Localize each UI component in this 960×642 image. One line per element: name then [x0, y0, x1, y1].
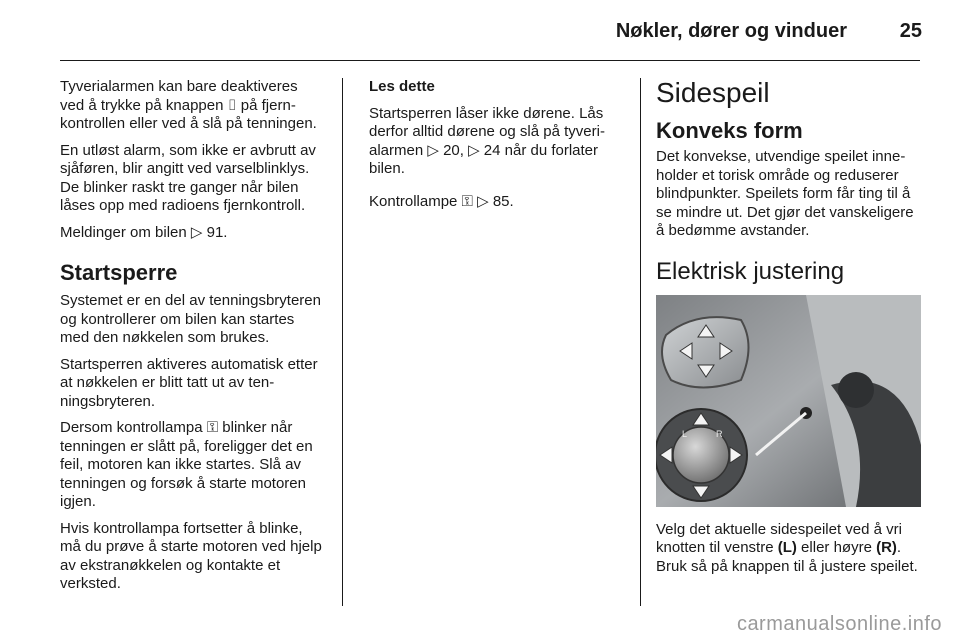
paragraph-immobilizer-4: Hvis kontrollampa fortsetter å blinke, må du prøve å starte motoren ved hjelp av ekstranøkkelen og kontakte et verksted. [60, 519, 322, 592]
note-title: Les dette [369, 78, 435, 95]
label-left: (L) [777, 539, 797, 556]
paragraph-convex: Det konvekse, utvendige speilet inneholder et torisk område og reduserer blindpunkter. Speilets form får ting til å se mindre ut. Det gjør det vanskeligere å bedømme avstander. [656, 148, 914, 239]
paragraph-immobilizer-1: Systemet er en del av tenningsbryteren og kontrollerer om bilen kan startes med den nøkkelen som brukes. [60, 292, 321, 346]
heading-electric-adjustment: Elektrisk justering [656, 257, 845, 285]
column-right [656, 78, 921, 584]
knob-label-l: L [682, 428, 688, 439]
text-segment: . Bruk så på knappen til å justere speilet. [656, 539, 918, 575]
paragraph-immobilizer-2: Startsperren aktiveres automatisk etter at nøkkelen er blitt tatt ut av tenningsbryteren. [60, 355, 318, 410]
mirror-control-photo [656, 295, 921, 507]
heading-immobilizer: Startsperre [60, 260, 178, 285]
paragraph-alarm-triggered: En utløst alarm, som ikke er avbrutt av sjåføren, blir angitt ved varselblinklys. De blinker raskt tre ganger når bilen låses opp med radioens fjernkontroll. [60, 141, 316, 214]
text-segment: Velg det aktuelle sidespeilet ved å vri knotten til venstre [656, 520, 902, 556]
heading-convex-shape: Konveks form [656, 118, 803, 143]
column-divider-1 [342, 78, 343, 606]
column-divider-2 [640, 78, 641, 606]
column-middle [369, 78, 626, 219]
heading-side-mirrors: Sidespeil [656, 77, 770, 108]
header-title: Nøkler, dører og vinduer [615, 20, 847, 42]
watermark: carmanualsonline.info [736, 613, 942, 635]
label-right: (R) [876, 539, 897, 556]
paragraph-alarm-deactivate: Tyverialarmen kan bare deaktiveres ved å trykke på knappen ⌷ på fjernkontrollen eller ved å slå på tenningen. [60, 78, 317, 132]
header-divider [60, 60, 920, 61]
paragraph-vehicle-messages: Meldinger om bilen ▷ 91. [60, 223, 228, 241]
paragraph-control-lamp: Kontrollampe ⚿ ▷ 85. [369, 192, 514, 210]
page-header [0, 0, 960, 60]
knob-label-r: R [716, 428, 723, 439]
paragraph-electric-adjustment [656, 521, 921, 577]
page-number: 25 [899, 20, 922, 42]
text-segment: eller høyre [796, 539, 877, 556]
note-text: Startsperren låser ikke dørene. Lås derfor alltid dørene og slå på tyverialarmen ▷ 20, ▷ 24 når du forlater bilen. [369, 104, 605, 177]
column-left [60, 78, 325, 602]
paragraph-immobilizer-3: Dersom kontrollampa ⚿ blinker når tenningen er slått på, foreligger det en feil, motoren kan ikke startes. Slå av tenningen og forsøk å starte motoren igjen. [60, 419, 313, 510]
